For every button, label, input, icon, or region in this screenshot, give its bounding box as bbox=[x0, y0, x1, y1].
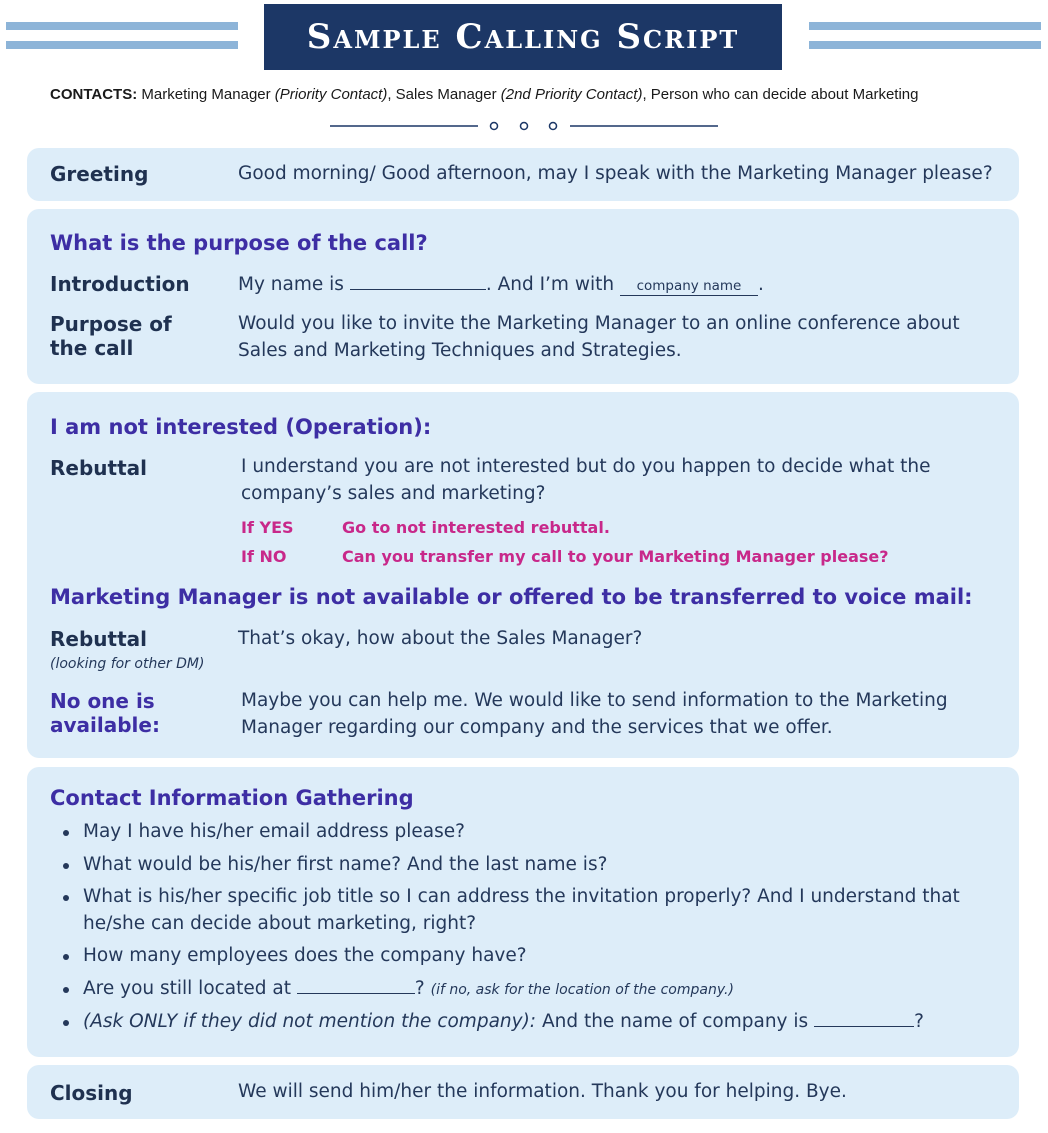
if-no-label: If NO bbox=[241, 547, 287, 566]
contact-info-panel bbox=[27, 767, 1019, 1057]
intro-end: . bbox=[757, 274, 764, 295]
location-qmark: ? bbox=[414, 977, 425, 999]
location-blank bbox=[297, 979, 415, 994]
closing-text: We will send him/her the information. Thank you for helping. Bye. bbox=[238, 1081, 847, 1102]
if-no-action: Can you transfer my call to your Marketing Manager please? bbox=[342, 547, 889, 566]
intro-pre: My name is bbox=[238, 274, 344, 295]
company-blank bbox=[814, 1012, 914, 1027]
contact-2: Sales Manager bbox=[395, 86, 497, 103]
purpose-label bbox=[50, 312, 172, 360]
list-item bbox=[49, 976, 979, 1004]
purpose-label-line-2: the call bbox=[50, 336, 134, 360]
rebuttal-text: I understand you are not interested but do you happen to decide what the company’s sales and marketing? bbox=[241, 456, 931, 504]
intro-mid: . And I’m with bbox=[485, 274, 615, 295]
rebuttal2-note: (looking for other DM) bbox=[50, 656, 205, 672]
contact-1-note: (Priority Contact) bbox=[274, 86, 388, 103]
list-item: May I have his/her email address please? bbox=[49, 819, 979, 846]
purpose-label-line-1: Purpose of bbox=[50, 312, 172, 336]
company-condition: (Ask ONLY if they did not mention the company): bbox=[83, 1011, 537, 1032]
not-interested-panel bbox=[27, 392, 1019, 758]
not-interested-heading: I am not interested (Operation): bbox=[50, 415, 432, 439]
right-stripe-bottom bbox=[809, 41, 1041, 49]
rebuttal2-text: That’s okay, how about the Sales Manager? bbox=[238, 628, 643, 649]
contact-1: Marketing Manager bbox=[141, 86, 271, 103]
divider-ornament bbox=[330, 116, 718, 136]
if-yes-label: If YES bbox=[241, 518, 294, 537]
not-available-heading: Marketing Manager is not available or offered to be transferred to voice mail: bbox=[50, 585, 973, 609]
no-one-label-line-2: available: bbox=[50, 713, 160, 737]
right-stripe-top bbox=[809, 22, 1041, 30]
list-item bbox=[49, 1009, 979, 1036]
introduction-text bbox=[238, 271, 764, 298]
contact-3: , Person who can decide about Marketing bbox=[642, 86, 919, 103]
if-yes-action: Go to not interested rebuttal. bbox=[342, 518, 610, 537]
rebuttal2-label: Rebuttal bbox=[50, 627, 147, 651]
left-stripe-top bbox=[6, 22, 238, 30]
contact-separator: , bbox=[387, 86, 392, 103]
greeting-text: Good morning/ Good afternoon, may I speak with the Marketing Manager please? bbox=[238, 163, 993, 184]
contact-info-list bbox=[49, 819, 979, 1042]
closing-label: Closing bbox=[50, 1081, 133, 1105]
page-title: Sample Calling Script bbox=[264, 4, 782, 70]
closing-panel bbox=[27, 1065, 1019, 1119]
list-item: What would be his/her first name? And the last name is? bbox=[49, 852, 979, 879]
location-question: Are you still located at bbox=[83, 977, 291, 999]
left-stripe-bottom bbox=[6, 41, 238, 49]
list-item: What is his/her specific job title so I can address the invitation properly? And I understand that he/she can decide about marketing, right? bbox=[49, 884, 979, 937]
no-one-available-label bbox=[50, 689, 160, 737]
introduction-label: Introduction bbox=[50, 272, 190, 296]
name-blank bbox=[350, 275, 486, 290]
purpose-panel bbox=[27, 209, 1019, 384]
contact-2-note: (2nd Priority Contact) bbox=[500, 86, 643, 103]
rebuttal-label: Rebuttal bbox=[50, 456, 147, 480]
contact-info-heading: Contact Information Gathering bbox=[50, 786, 414, 810]
location-note: (if no, ask for the location of the company.) bbox=[430, 981, 734, 998]
contacts-label: CONTACTS: bbox=[50, 86, 138, 103]
purpose-text: Would you like to invite the Marketing Manager to an online conference about Sales and Marketing Techniques and Strategies. bbox=[238, 313, 960, 361]
company-qmark: ? bbox=[914, 1011, 924, 1032]
no-one-label-line-1: No one is bbox=[50, 689, 155, 713]
greeting-label: Greeting bbox=[50, 162, 149, 186]
greeting-panel bbox=[27, 148, 1019, 201]
purpose-heading: What is the purpose of the call? bbox=[50, 231, 428, 255]
contacts-line bbox=[50, 86, 1020, 103]
list-item: How many employees does the company have? bbox=[49, 943, 979, 970]
company-name-blank: company name bbox=[620, 277, 758, 296]
company-question: And the name of company is bbox=[541, 1011, 809, 1032]
no-one-available-text: Maybe you can help me. We would like to send information to the Marketing Manager regarding our company and the services that we offer. bbox=[241, 690, 948, 738]
